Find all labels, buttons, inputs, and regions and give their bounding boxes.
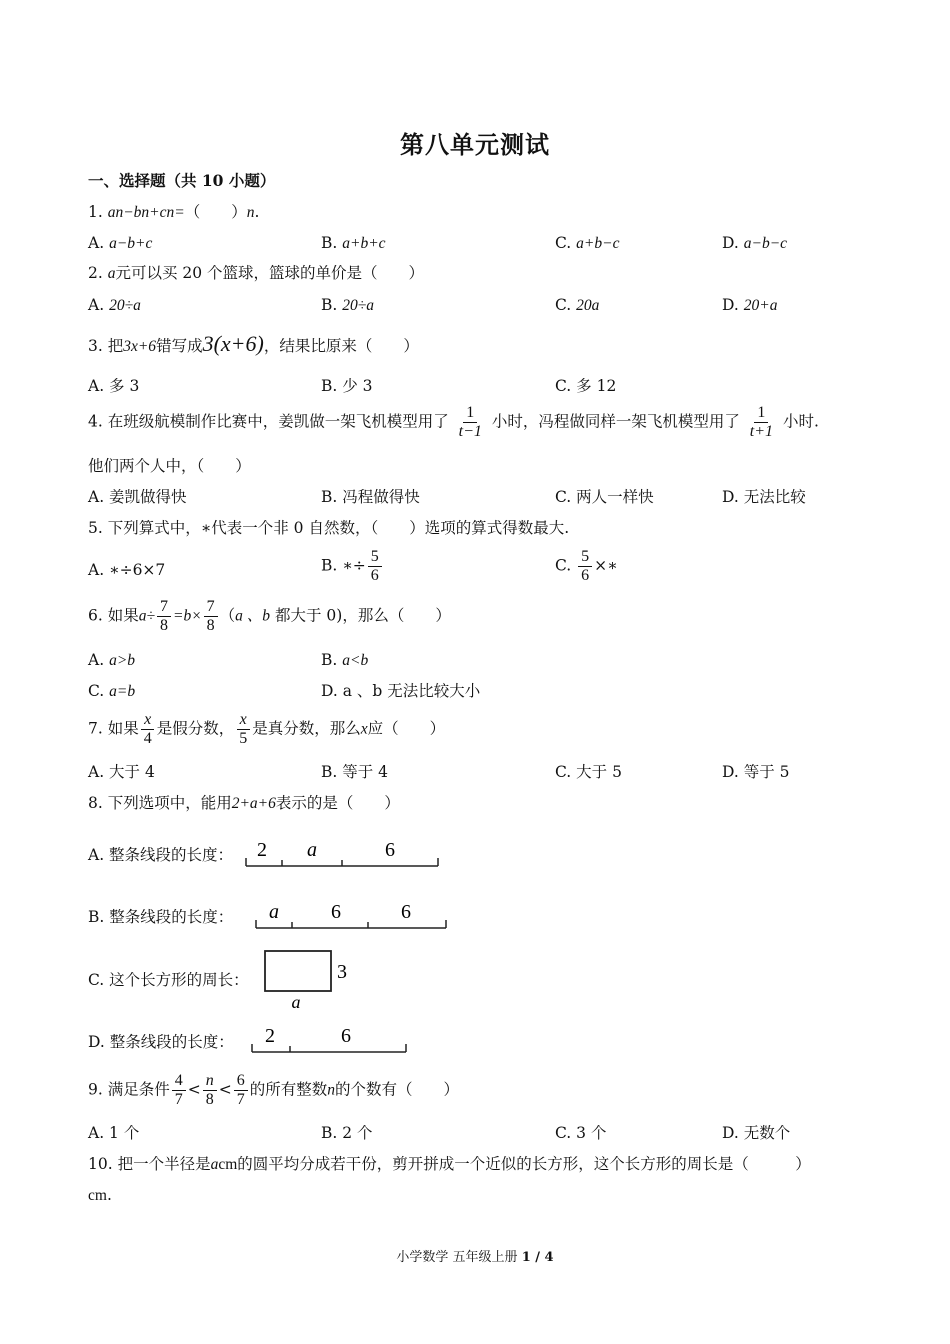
q6-option-c: C. a=b xyxy=(88,682,136,700)
q3-option-a: A. 多 3 xyxy=(88,377,140,395)
q7-option-d: D. 等于 5 xyxy=(722,763,790,781)
fraction: $\frac{1}{t+1}$ xyxy=(749,404,774,440)
q1-option-d: D. a−b−c xyxy=(722,234,788,252)
rectangle-width-label: 3 xyxy=(337,961,347,983)
question-1: 1. an−bn+cn=（ ）n. xyxy=(88,203,260,221)
question-6: 6. 如果a÷ $\frac{7}{8}$ =b× $\frac{7}{8}$ （a 、b 都大于 0)，那么（ ） xyxy=(88,598,451,634)
segment-label: a xyxy=(307,839,317,861)
q7-option-c: C. 大于 5 xyxy=(555,763,622,781)
q3-option-c: C. 多 12 xyxy=(555,377,617,395)
q2-option-c: C. 20a xyxy=(555,296,600,314)
fraction: $\frac{5}{6}$ xyxy=(578,548,592,585)
question-9: 9. 满足条件 $\frac{4}{7}$ < $\frac{n}{8}$ < $\frac{6}{7}$ 的所有整数n的个数有（ ） xyxy=(88,1072,459,1108)
question-2: 2. a元可以买 20 个篮球，篮球的单价是（ ） xyxy=(88,264,425,282)
q5-option-a: A. ∗÷6×7 xyxy=(88,561,166,579)
fraction: $\frac{x}{4}$ xyxy=(141,711,155,748)
q9-option-c: C. 3 个 xyxy=(555,1124,607,1142)
q6-option-b: B. a<b xyxy=(321,651,369,669)
page-footer: 小学数学 五年级上册 1 / 4 xyxy=(396,1250,554,1265)
q8-option-d: D. 整条线段的长度： xyxy=(88,1033,234,1051)
q5-option-b: B. ∗÷ $\frac{5}{6}$ xyxy=(321,548,384,585)
q3-option-b: B. 少 3 xyxy=(321,377,373,395)
question-3: 3. 把3x+6错写成3(x+6)，结果比原来（ ） xyxy=(88,331,419,356)
fraction: $\frac{6}{7}$ xyxy=(234,1072,248,1109)
segment-label: 2 xyxy=(257,839,267,861)
segment-label: 6 xyxy=(401,901,411,923)
q4-option-b: B. 冯程做得快 xyxy=(321,488,420,506)
q8-segment-d-figure xyxy=(248,1020,412,1060)
rectangle-length-label: a xyxy=(291,992,301,1010)
q9-option-a: A. 1 个 xyxy=(88,1124,140,1142)
q8-option-a: A. 整条线段的长度： xyxy=(88,846,234,864)
question-4: 4. 在班级航模制作比赛中，姜凯做一架飞机模型用了 $\frac{1}{t-1}$ 小时，冯程做同样一架飞机模型用了 $\frac{1}{t+1}$ 小时. xyxy=(88,404,819,440)
q4-option-d: D. 无法比较 xyxy=(722,488,806,506)
q8-option-c: C. 这个长方形的周长： xyxy=(88,971,249,989)
q1-option-b: B. a+b+c xyxy=(321,234,386,252)
fraction: $\frac{5}{6}$ xyxy=(368,548,382,585)
q9-option-b: B. 2 个 xyxy=(321,1124,373,1142)
question-7: 7. 如果 $\frac{x}{4}$ 是假分数， $\frac{x}{5}$ 是真分数，那么x应（ ） xyxy=(88,711,446,747)
segment-label: 2 xyxy=(265,1025,275,1047)
q5-option-c: C. $\frac{5}{6}$ ×∗ xyxy=(555,548,618,584)
fraction: $\frac{7}{8}$ xyxy=(204,598,218,635)
q1-option-a: A. a−b+c xyxy=(88,234,153,252)
q1-option-c: C. a+b−c xyxy=(555,234,620,252)
page-title: 第八单元测试 xyxy=(400,130,550,159)
q4-option-c: C. 两人一样快 xyxy=(555,488,654,506)
fraction: $\frac{1}{t-1}$ xyxy=(458,404,482,440)
segment-label: 6 xyxy=(341,1025,351,1047)
q2-option-a: A. 20÷a xyxy=(88,296,141,314)
question-5: 5. 下列算式中，∗代表一个非 0 自然数，（ ）选项的算式得数最大. xyxy=(88,519,570,537)
section-heading: 一、选择题（共 10 小题） xyxy=(88,171,276,190)
q7-option-a: A. 大于 4 xyxy=(88,763,155,781)
fraction: $\frac{x}{5}$ xyxy=(236,711,250,748)
q8-rectangle-figure xyxy=(258,946,354,1010)
q6-option-a: A. a>b xyxy=(88,651,136,669)
fraction: $\frac{7}{8}$ xyxy=(157,598,171,635)
q2-option-d: D. 20+a xyxy=(722,296,778,314)
fraction: $\frac{4}{7}$ xyxy=(172,1072,186,1109)
q8-segment-b-figure xyxy=(252,896,452,936)
question-4-line-2: 他们两个人中，（ ） xyxy=(88,457,251,475)
segment-label: 6 xyxy=(331,901,341,923)
q9-option-d: D. 无数个 xyxy=(722,1124,791,1142)
segment-label: a xyxy=(269,901,279,923)
q8-segment-a-figure xyxy=(242,834,444,874)
segment-label: 6 xyxy=(385,839,395,861)
question-10: 10. 把一个半径是acm的圆平均分成若干份，剪开拼成一个近似的长方形，这个长方形的周长是（ ） xyxy=(88,1155,811,1173)
page-number: 1 / 4 xyxy=(521,1250,554,1265)
q6-option-d: D. a 、b 无法比较大小 xyxy=(321,682,481,700)
question-10-line-2: cm. xyxy=(88,1186,112,1204)
fraction: $\frac{n}{8}$ xyxy=(203,1072,217,1109)
q7-option-b: B. 等于 4 xyxy=(321,763,389,781)
q2-option-b: B. 20÷a xyxy=(321,296,375,314)
q8-option-b: B. 整条线段的长度： xyxy=(88,908,234,926)
q4-option-a: A. 姜凯做得快 xyxy=(88,488,187,506)
question-8: 8. 下列选项中，能用2+a+6表示的是（ ） xyxy=(88,794,400,812)
